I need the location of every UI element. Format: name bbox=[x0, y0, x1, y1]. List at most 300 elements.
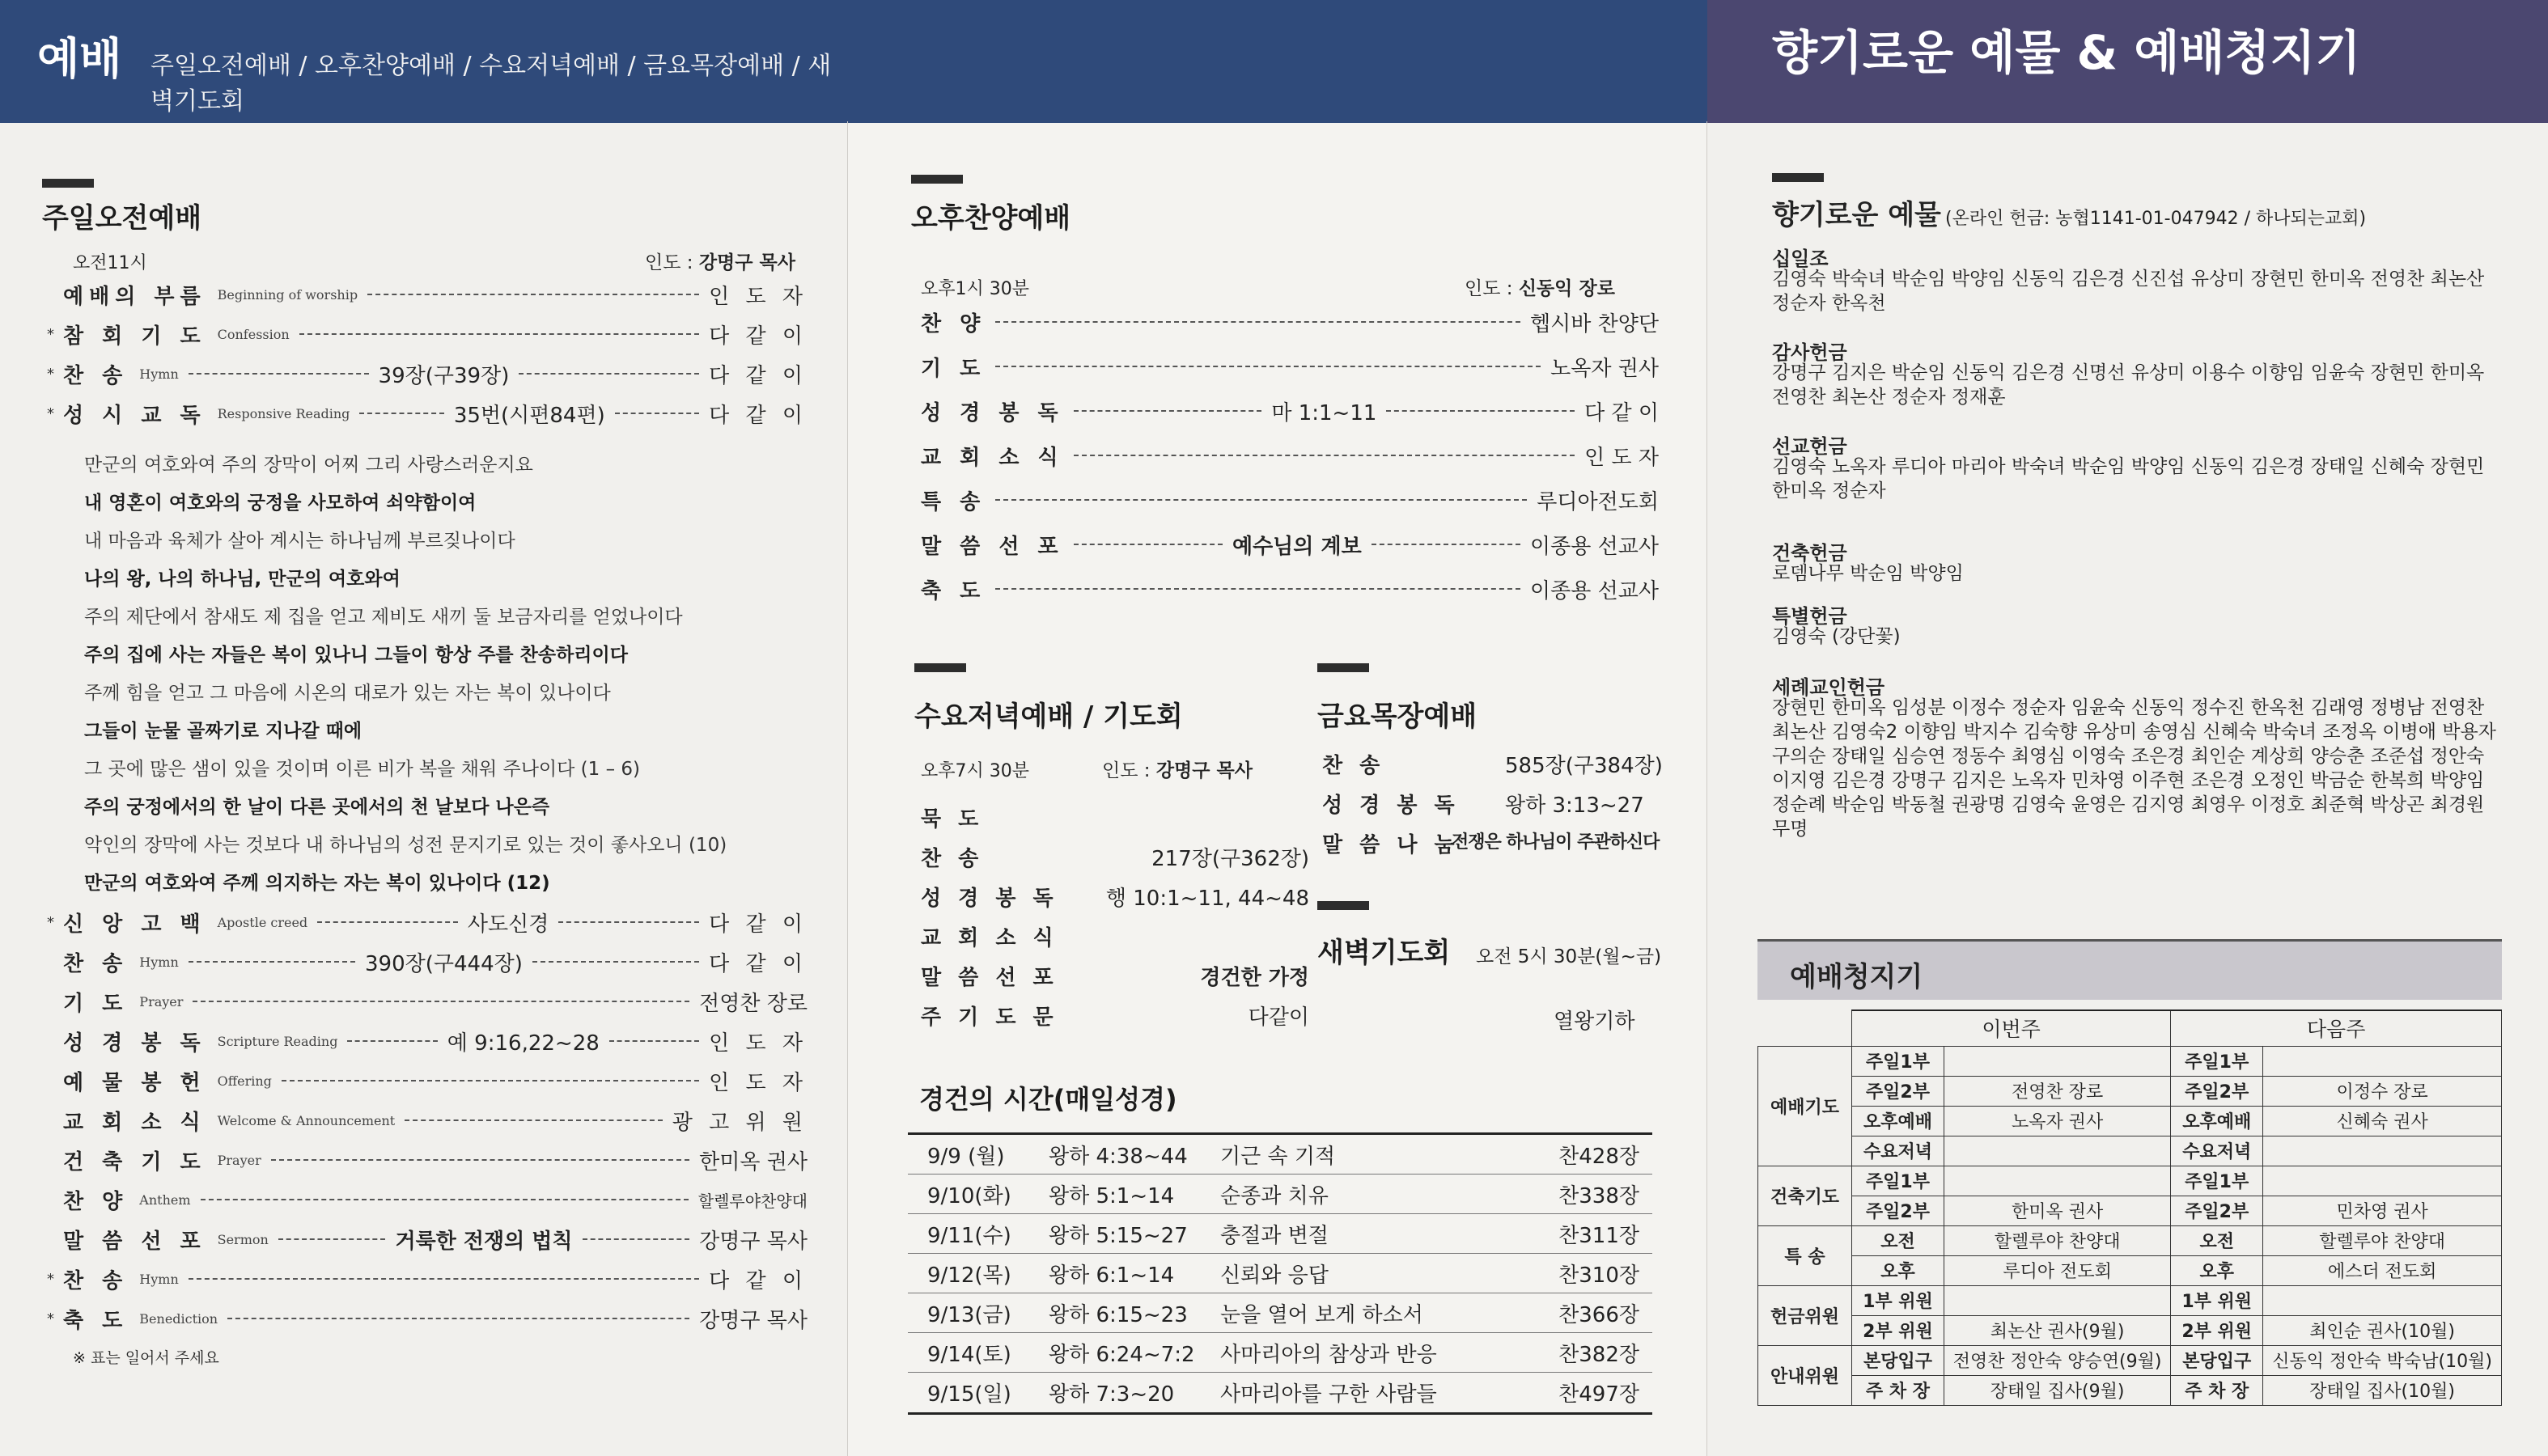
duty-person-next: 할렐루야 찬양대 bbox=[2263, 1225, 2502, 1255]
reading-line: 주의 집에 사는 자들은 복이 있나니 그들이 항상 주를 찬송하리이다 bbox=[84, 645, 628, 666]
duty-row bbox=[1758, 1375, 2502, 1405]
order-label: 신 앙 고 백 bbox=[63, 912, 206, 937]
offering-group-heading: 선교헌금 bbox=[1772, 435, 1847, 458]
order-row bbox=[921, 306, 1659, 338]
order-label: 기 도 bbox=[921, 356, 986, 381]
order-leader: 다 같 이 bbox=[709, 951, 808, 976]
order-row bbox=[47, 397, 808, 430]
friday-worship-title: 금요목장예배 bbox=[1317, 700, 1478, 733]
order-detail: 39장(구39장) bbox=[378, 363, 510, 388]
devotion-subject: 충절과 변절 bbox=[1220, 1223, 1329, 1248]
offering-account-note: (온라인 헌금: 농협1141-01-047942 / 하나되는교회) bbox=[1945, 209, 2367, 229]
reading-line: 주의 궁정에서의 한 날이 다른 곳에서의 천 날보다 나은즉 bbox=[84, 797, 550, 818]
leader-label: 인도 : bbox=[645, 252, 693, 273]
duty-slot-next: 오후 bbox=[2171, 1255, 2263, 1285]
leader-dots bbox=[1386, 410, 1575, 412]
duty-person-this: 할렐루야 찬양대 bbox=[1944, 1225, 2170, 1255]
order-row bbox=[921, 921, 1309, 954]
leader-name: 강명구 목사 bbox=[1155, 760, 1253, 781]
order-row bbox=[47, 358, 808, 390]
devotion-row bbox=[908, 1373, 1652, 1412]
devotion-date: 9/13(금) bbox=[927, 1302, 1011, 1327]
order-leader: 다 같 이 bbox=[709, 324, 808, 349]
devotion-reference: 왕하 7:3~20 bbox=[1049, 1382, 1175, 1407]
order-label: 찬 송 bbox=[63, 363, 129, 388]
order-label: 건 축 기 도 bbox=[63, 1149, 206, 1175]
reading-line: 내 영혼이 여호와의 궁정을 사모하여 쇠약함이여 bbox=[84, 493, 477, 514]
order-detail: 거룩한 전쟁의 법칙 bbox=[395, 1229, 573, 1254]
leader-name: 신동익 장로 bbox=[1518, 278, 1615, 299]
wednesday-worship-title: 수요저녁예배 / 기도회 bbox=[914, 700, 1183, 733]
order-leader: 다 같 이 bbox=[1584, 400, 1660, 425]
leader-dots bbox=[995, 499, 1527, 501]
leader-dots bbox=[189, 1278, 699, 1280]
devotion-row bbox=[908, 1175, 1652, 1214]
order-label: 찬 송 bbox=[63, 951, 129, 976]
order-english: Confession bbox=[217, 326, 290, 342]
order-label: 축 도 bbox=[63, 1308, 129, 1333]
duty-row bbox=[1758, 1136, 2502, 1166]
order-leader: 노옥자 권사 bbox=[1550, 356, 1659, 381]
order-row bbox=[47, 1223, 808, 1255]
leader-dots bbox=[558, 921, 699, 923]
devotion-reference: 왕하 4:38~44 bbox=[1049, 1144, 1188, 1169]
stand-mark: * bbox=[47, 365, 54, 383]
duty-row bbox=[1758, 1315, 2502, 1345]
leader-dots bbox=[1074, 455, 1575, 456]
order-english: Anthem bbox=[139, 1191, 191, 1208]
offering-group-heading: 감사헌금 bbox=[1772, 341, 1847, 364]
duty-slot-next: 본당입구 bbox=[2171, 1345, 2263, 1375]
order-label: 예 물 봉 헌 bbox=[63, 1070, 206, 1095]
offering-group-heading: 십일조 bbox=[1772, 248, 1829, 270]
order-leader: 강명구 목사 bbox=[699, 1229, 808, 1254]
devotion-subject: 사마리아를 구한 사람들 bbox=[1220, 1382, 1437, 1407]
order-row bbox=[921, 882, 1309, 914]
section-marker bbox=[1317, 663, 1369, 672]
devotion-hymn: 찬382장 bbox=[1558, 1342, 1639, 1367]
leader-dots bbox=[405, 1120, 663, 1121]
stand-mark: * bbox=[47, 325, 54, 343]
order-detail: 왕하 3:13~27 bbox=[1505, 794, 1644, 818]
devotion-date: 9/15(일) bbox=[927, 1382, 1011, 1407]
duty-person-this: 한미옥 권사 bbox=[1944, 1196, 2170, 1225]
order-english: Hymn bbox=[139, 954, 179, 970]
devotion-hymn: 찬338장 bbox=[1558, 1183, 1639, 1208]
devotion-date: 9/12(목) bbox=[927, 1263, 1011, 1288]
duty-slot-next: 오전 bbox=[2171, 1225, 2263, 1255]
leader-dots bbox=[317, 921, 458, 923]
section-marker bbox=[911, 175, 963, 184]
order-leader: 다 같 이 bbox=[709, 912, 808, 937]
leader-label: 인도 : bbox=[1102, 760, 1151, 781]
duty-header-next-week: 다음주 bbox=[2171, 1010, 2502, 1046]
duty-slot-this: 오후 bbox=[1851, 1255, 1944, 1285]
stand-mark: * bbox=[47, 1310, 54, 1327]
duty-person-next: 민차영 권사 bbox=[2263, 1196, 2502, 1225]
order-detail: 전쟁은 하나님이 주관하신다 bbox=[1452, 832, 1660, 853]
duty-title-bar bbox=[1757, 939, 2502, 1000]
devotion-title: 경건의 시간(매일성경) bbox=[919, 1084, 1177, 1115]
order-row bbox=[921, 842, 1309, 874]
order-row bbox=[921, 802, 1309, 835]
devotion-reference: 왕하 6:1~14 bbox=[1049, 1263, 1175, 1288]
order-leader: 강명구 목사 bbox=[699, 1308, 808, 1333]
order-leader: 전영찬 장로 bbox=[699, 991, 808, 1016]
devotion-reference: 왕하 5:1~14 bbox=[1049, 1183, 1175, 1208]
leader-dots bbox=[189, 373, 369, 375]
order-label: 찬 송 bbox=[921, 847, 984, 871]
duty-slot-next: 오후예배 bbox=[2171, 1106, 2263, 1136]
devotion-subject: 사마리아의 참상과 반응 bbox=[1220, 1342, 1437, 1367]
order-row bbox=[921, 961, 1309, 993]
order-leader: 할렐루야찬양대 bbox=[697, 1191, 808, 1211]
offering-group-heading: 특별헌금 bbox=[1772, 605, 1847, 628]
leader-dots bbox=[282, 1080, 699, 1081]
devotion-hymn: 찬310장 bbox=[1558, 1263, 1639, 1288]
duty-category: 예배기도 bbox=[1758, 1046, 1852, 1166]
order-detail: 예수님의 계보 bbox=[1232, 534, 1362, 559]
order-label: 성 경 봉 독 bbox=[921, 400, 1064, 425]
order-leader: 인 도 자 bbox=[1584, 445, 1659, 470]
duty-person-next: 에스더 전도회 bbox=[2263, 1255, 2502, 1285]
order-english: Responsive Reading bbox=[217, 405, 350, 421]
order-label: 찬 양 bbox=[921, 311, 986, 336]
duty-slot-this: 본당입구 bbox=[1851, 1345, 1944, 1375]
order-leader: 인 도 자 bbox=[709, 1031, 808, 1056]
order-label: 기 도 bbox=[63, 991, 129, 1016]
order-english: Scripture Reading bbox=[217, 1033, 338, 1049]
offering-group-heading: 건축헌금 bbox=[1772, 542, 1847, 565]
order-row bbox=[921, 439, 1659, 472]
duty-row bbox=[1758, 1046, 2502, 1076]
wednesday-leader bbox=[1102, 756, 1253, 782]
leader-dots bbox=[1074, 544, 1223, 545]
morning-worship-title: 주일오전예배 bbox=[42, 202, 202, 235]
order-english: Prayer bbox=[217, 1152, 261, 1168]
devotion-row bbox=[908, 1293, 1652, 1333]
order-row bbox=[47, 985, 808, 1018]
order-leader: 이종용 선교사 bbox=[1530, 534, 1659, 559]
order-row bbox=[47, 278, 808, 311]
order-leader: 다 같 이 bbox=[709, 403, 808, 428]
dawn-prayer-time: 오전 5시 30분(월~금) bbox=[1476, 946, 1662, 967]
duty-slot-next: 주일1부 bbox=[2171, 1046, 2263, 1076]
order-label: 교 회 소 식 bbox=[63, 1110, 206, 1135]
duty-person-next: 신혜숙 권사 bbox=[2263, 1106, 2502, 1136]
duty-category: 건축기도 bbox=[1758, 1166, 1852, 1225]
order-label: 성 시 교 독 bbox=[63, 403, 206, 428]
duty-person-next: 최인순 권사(10월) bbox=[2263, 1315, 2502, 1345]
duty-person-this: 전영찬 장로 bbox=[1944, 1076, 2170, 1106]
offering-group-names: 로뎀나무 박순임 박양임 bbox=[1772, 563, 1964, 584]
order-leader: 헵시바 찬양단 bbox=[1530, 311, 1659, 336]
section-marker bbox=[1772, 173, 1824, 182]
leader-dots bbox=[189, 961, 355, 963]
devotion-subject: 순종과 치유 bbox=[1220, 1183, 1329, 1208]
duty-person-this: 전영찬 정안숙 양승연(9월) bbox=[1944, 1345, 2170, 1375]
leader-dots bbox=[1372, 544, 1520, 545]
stand-mark: * bbox=[47, 404, 54, 422]
worship-panel bbox=[0, 0, 848, 1456]
order-row bbox=[47, 1302, 808, 1335]
order-label: 말 씀 선 포 bbox=[921, 966, 1058, 990]
worship-header-subtitle: 주일오전예배 / 오후찬양예배 / 수요저녁예배 / 금요목장예배 / 새벽기도회 bbox=[151, 52, 832, 116]
order-label: 예배의 부름 bbox=[63, 284, 206, 309]
reading-line: 만군의 여호와여 주의 장막이 어찌 그리 사랑스러운지요 bbox=[84, 455, 533, 476]
order-leader: 광 고 위 원 bbox=[672, 1110, 808, 1135]
order-english: Prayer bbox=[139, 993, 184, 1009]
duty-slot-next: 주일1부 bbox=[2171, 1166, 2263, 1196]
offering-header-title: 향기로운 예물 & 예배청지기 bbox=[1772, 25, 2361, 80]
order-label: 성 경 봉 독 bbox=[921, 887, 1058, 911]
offering-group-names: 강명구 김지은 박순임 신동익 김은경 신명선 유상미 이용수 이향임 임윤숙 장현민 한미옥 전영찬 최논산 정순자 정재훈 bbox=[1772, 362, 2485, 408]
devotion-row bbox=[908, 1254, 1652, 1293]
duty-slot-next: 1부 위원 bbox=[2171, 1285, 2263, 1315]
morning-leader bbox=[645, 248, 795, 274]
duty-slot-this: 주일1부 bbox=[1851, 1046, 1944, 1076]
duty-row bbox=[1758, 1255, 2502, 1285]
duty-row bbox=[1758, 1225, 2502, 1255]
order-english: Hymn bbox=[139, 366, 179, 382]
duty-slot-this: 주일1부 bbox=[1851, 1166, 1944, 1196]
leader-dots bbox=[278, 1238, 386, 1240]
order-row bbox=[47, 1144, 808, 1176]
devotion-subject: 신뢰와 응답 bbox=[1220, 1263, 1329, 1288]
order-english: Welcome & Announcement bbox=[217, 1112, 396, 1128]
order-label: 성 경 봉 독 bbox=[63, 1031, 206, 1056]
duty-table bbox=[1757, 1009, 2502, 1406]
reading-line: 나의 왕, 나의 하나님, 만군의 여호와여 bbox=[84, 569, 401, 590]
order-detail: 다같이 bbox=[1248, 1005, 1309, 1030]
duty-slot-next: 주일2부 bbox=[2171, 1196, 2263, 1225]
order-label: 주 기 도 문 bbox=[921, 1005, 1058, 1030]
duty-person-this: 루디아 전도회 bbox=[1944, 1255, 2170, 1285]
devotion-row bbox=[908, 1214, 1652, 1254]
devotion-date: 9/9 (월) bbox=[927, 1144, 1005, 1169]
duty-slot-next: 주 차 장 bbox=[2171, 1375, 2263, 1405]
duty-row bbox=[1758, 1106, 2502, 1136]
order-label: 성 경 봉 독 bbox=[1322, 794, 1460, 818]
afternoon-worship-title: 오후찬양예배 bbox=[911, 202, 1071, 235]
order-detail: 마 1:1~11 bbox=[1271, 400, 1377, 425]
order-detail: 행 10:1~11, 44~48 bbox=[1105, 887, 1309, 911]
devotion-reference: 왕하 6:15~23 bbox=[1049, 1302, 1188, 1327]
duty-slot-this: 1부 위원 bbox=[1851, 1285, 1944, 1315]
duty-person-next: 이정수 장로 bbox=[2263, 1076, 2502, 1106]
order-detail: 585장(구384장) bbox=[1505, 754, 1663, 778]
wednesday-time: 오후7시 30분 bbox=[921, 761, 1029, 781]
duty-slot-next: 수요저녁 bbox=[2171, 1136, 2263, 1166]
order-leader: 다 같 이 bbox=[709, 363, 808, 388]
duty-person-this bbox=[1944, 1285, 2170, 1315]
duty-person-next bbox=[2263, 1166, 2502, 1196]
offering-header-band bbox=[1707, 0, 2548, 123]
duty-slot-next: 주일2부 bbox=[2171, 1076, 2263, 1106]
order-english: Benediction bbox=[139, 1310, 218, 1327]
services-header-band bbox=[848, 0, 1707, 123]
offering-group-names: 김영숙 박숙녀 박순임 박양임 신동익 김은경 신진섭 유상미 장현민 한미옥 전영찬 최논산 정순자 한옥천 bbox=[1772, 269, 2485, 314]
devotion-date: 9/14(토) bbox=[927, 1342, 1011, 1367]
offering-heading bbox=[1772, 193, 2366, 232]
duty-row bbox=[1758, 1196, 2502, 1225]
duty-slot-this: 2부 위원 bbox=[1851, 1315, 1944, 1345]
order-label: 교 회 소 식 bbox=[921, 926, 1058, 950]
devotion-date: 9/10(화) bbox=[927, 1183, 1011, 1208]
order-label: 묵 도 bbox=[921, 807, 984, 832]
duty-slot-this: 주일2부 bbox=[1851, 1196, 1944, 1225]
duty-row bbox=[1758, 1076, 2502, 1106]
order-row bbox=[921, 573, 1659, 605]
order-row bbox=[921, 395, 1659, 427]
order-english: Hymn bbox=[139, 1271, 179, 1287]
leader-dots bbox=[519, 373, 699, 375]
duty-slot-next: 2부 위원 bbox=[2171, 1315, 2263, 1345]
dawn-prayer-title: 새벽기도회 bbox=[1317, 937, 1451, 969]
duty-table-header bbox=[1758, 1010, 2502, 1046]
order-row bbox=[47, 318, 808, 350]
order-english: Beginning of worship bbox=[217, 286, 358, 303]
order-row bbox=[921, 528, 1659, 561]
reading-line: 주의 제단에서 참새도 제 집을 얻고 제비도 새끼 둘 보금자리를 얻었나이다 bbox=[84, 607, 683, 628]
worship-header-band bbox=[0, 0, 848, 123]
offering-panel bbox=[1707, 0, 2548, 1456]
offering-group-names: 김영숙 노옥자 루디아 마리아 박숙녀 박순임 박양임 신동익 김은경 장태일 신혜숙 장현민 한미옥 정순자 bbox=[1772, 456, 2485, 502]
order-label: 축 도 bbox=[921, 578, 986, 603]
order-detail: 35번(시편84편) bbox=[453, 403, 605, 428]
order-label: 찬 양 bbox=[63, 1189, 129, 1214]
duty-person-next: 장태일 집사(10월) bbox=[2263, 1375, 2502, 1405]
order-row bbox=[921, 484, 1659, 516]
order-english: Apostle creed bbox=[217, 914, 308, 930]
afternoon-time: 오후1시 30분 bbox=[921, 279, 1029, 299]
order-leader: 루디아전도회 bbox=[1537, 489, 1659, 514]
devotion-table bbox=[908, 1132, 1652, 1415]
devotion-subject: 기근 속 기적 bbox=[1220, 1144, 1336, 1169]
section-marker bbox=[42, 179, 94, 188]
dawn-prayer-book: 열왕기하 bbox=[1554, 1009, 1635, 1034]
leader-dots bbox=[532, 961, 699, 963]
order-row bbox=[47, 946, 808, 978]
duty-slot-this: 주 차 장 bbox=[1851, 1375, 1944, 1405]
reading-line: 주께 힘을 얻고 그 마음에 시온의 대로가 있는 자는 복이 있나이다 bbox=[84, 683, 611, 704]
order-row bbox=[1322, 789, 1670, 821]
order-detail: 사도신경 bbox=[467, 912, 549, 937]
worship-header-title: 예배 bbox=[37, 33, 122, 84]
leader-dots bbox=[201, 1199, 689, 1200]
afternoon-leader bbox=[1465, 273, 1615, 300]
order-leader: 한미옥 권사 bbox=[699, 1149, 808, 1175]
section-marker bbox=[914, 663, 966, 672]
devotion-subject: 눈을 열어 보게 하소서 bbox=[1220, 1302, 1423, 1327]
order-row bbox=[47, 1183, 808, 1216]
order-detail: 경건한 가정 bbox=[1200, 966, 1309, 990]
order-row bbox=[47, 1064, 808, 1097]
duty-category: 안내위원 bbox=[1758, 1345, 1852, 1405]
duty-row bbox=[1758, 1166, 2502, 1196]
leader-dots bbox=[227, 1318, 689, 1319]
devotion-hymn: 찬497장 bbox=[1558, 1382, 1639, 1407]
leader-dots bbox=[299, 333, 699, 335]
duty-person-next bbox=[2263, 1285, 2502, 1315]
duty-person-this bbox=[1944, 1046, 2170, 1076]
devotion-reference: 왕하 6:24~7:2 bbox=[1049, 1342, 1195, 1367]
leader-dots bbox=[367, 294, 699, 295]
duty-person-this: 최논산 권사(9월) bbox=[1944, 1315, 2170, 1345]
duty-header-blank bbox=[1758, 1010, 1852, 1046]
duty-row bbox=[1758, 1285, 2502, 1315]
offering-group-names: 김영숙 (강단꽃) bbox=[1772, 626, 1901, 647]
order-row bbox=[921, 1001, 1309, 1033]
duty-category: 특 송 bbox=[1758, 1225, 1852, 1285]
reading-line: 내 마음과 육체가 살아 계시는 하나님께 부르짖나이다 bbox=[84, 531, 515, 552]
stand-mark: * bbox=[47, 1270, 54, 1288]
order-label: 참 회 기 도 bbox=[63, 324, 206, 349]
devotion-row bbox=[908, 1135, 1652, 1175]
devotion-hymn: 찬366장 bbox=[1558, 1302, 1639, 1327]
duty-slot-this: 오후예배 bbox=[1851, 1106, 1944, 1136]
order-row bbox=[47, 1104, 808, 1136]
stand-mark: * bbox=[47, 913, 54, 931]
order-row bbox=[921, 350, 1659, 383]
order-row bbox=[47, 1263, 808, 1295]
order-row bbox=[1322, 828, 1670, 861]
leader-label: 인도 : bbox=[1465, 278, 1513, 299]
order-row bbox=[47, 906, 808, 938]
duty-person-next bbox=[2263, 1136, 2502, 1166]
leader-dots bbox=[359, 413, 443, 414]
order-english: Sermon bbox=[217, 1231, 269, 1247]
duty-slot-this: 주일2부 bbox=[1851, 1076, 1944, 1106]
order-label: 찬 송 bbox=[63, 1268, 129, 1293]
devotion-hymn: 찬428장 bbox=[1558, 1144, 1639, 1169]
leader-dots bbox=[583, 1238, 690, 1240]
duty-person-this bbox=[1944, 1136, 2170, 1166]
order-leader: 다 같 이 bbox=[709, 1268, 808, 1293]
leader-dots bbox=[995, 366, 1541, 367]
order-label: 말 씀 선 포 bbox=[921, 534, 1064, 559]
standing-footnote: ※ 표는 일어서 주세요 bbox=[73, 1349, 219, 1367]
order-label: 말 씀 나 눔 bbox=[1322, 833, 1460, 857]
devotion-row bbox=[908, 1333, 1652, 1373]
order-leader: 인 도 자 bbox=[709, 1070, 808, 1095]
leader-dots bbox=[615, 413, 699, 414]
duty-category: 헌금위원 bbox=[1758, 1285, 1852, 1345]
devotion-reference: 왕하 5:15~27 bbox=[1049, 1223, 1188, 1248]
devotion-hymn: 찬311장 bbox=[1558, 1223, 1639, 1248]
order-label: 말 씀 선 포 bbox=[63, 1229, 206, 1254]
order-label: 찬 송 bbox=[1322, 754, 1385, 778]
order-english: Offering bbox=[217, 1073, 272, 1089]
reading-line: 악인의 장막에 사는 것보다 내 하나님의 성전 문지기로 있는 것이 좋사오니 (10) bbox=[84, 835, 727, 856]
duty-header-this-week: 이번주 bbox=[1851, 1010, 2170, 1046]
reading-line: 그들이 눈물 골짜기로 지나갈 때에 bbox=[84, 721, 362, 742]
duty-slot-this: 오전 bbox=[1851, 1225, 1944, 1255]
devotion-date: 9/11(수) bbox=[927, 1223, 1011, 1248]
duty-person-next bbox=[2263, 1046, 2502, 1076]
duty-title: 예배청지기 bbox=[1790, 961, 1923, 993]
duty-person-this: 노옥자 권사 bbox=[1944, 1106, 2170, 1136]
offering-group-names: 장현민 한미옥 임성분 이정수 정순자 임윤숙 신동익 정수진 한옥천 김래영 정병남 전영찬 최논산 김영숙2 이향임 박지수 김숙향 유상미 송영심 신혜숙 박숙녀 조정옥 이병애 박용자 구의순 장태일 심승연 정동수 최영심 이영숙 조은경 최인순 계상희 양승춘 조준섭 정안숙 이지영 김은경 강명구 김지은 노옥자 민차영 이주현 조은경 오정인 박금순 한복희 박양임 정순례 박순임 박동철 권광명 김영숙 윤영은 김지영 최영우 이정호 최준혁 박상곤 최경원 무명 bbox=[1772, 697, 2496, 840]
order-detail: 217장(구362장) bbox=[1151, 847, 1309, 871]
reading-line: 그 곳에 많은 샘이 있을 것이며 이른 비가 복을 채워 주나이다 (1 – 6) bbox=[84, 759, 640, 780]
order-detail: 예 9:16,22~28 bbox=[447, 1031, 600, 1056]
offering-title: 향기로운 예물 bbox=[1772, 199, 1941, 231]
duty-person-this bbox=[1944, 1166, 2170, 1196]
order-leader: 인 도 자 bbox=[709, 284, 808, 309]
section-marker bbox=[1317, 901, 1369, 910]
leader-dots bbox=[271, 1159, 689, 1161]
